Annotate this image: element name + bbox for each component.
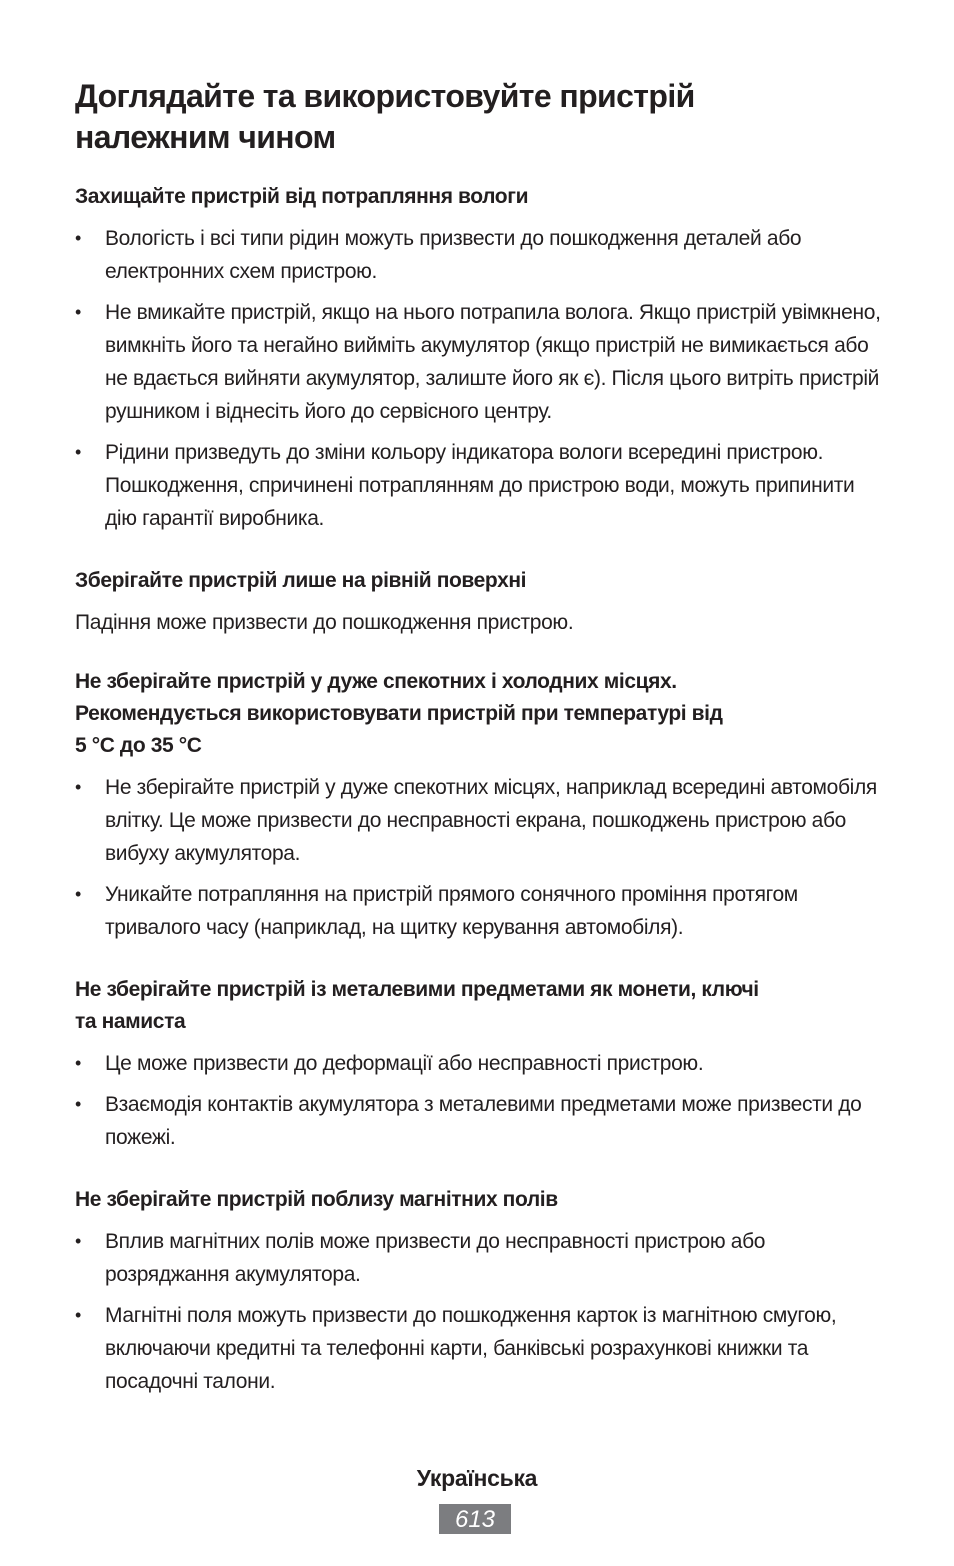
bullet-marker: •	[75, 228, 81, 248]
list-item-text: Вологість і всі типи рідин можуть призвести до пошкодження деталей або електронних схем пристрою.	[105, 227, 802, 283]
section-heading: Зберігайте пристрій лише на рівній поверхні	[75, 569, 527, 592]
section-flat-surface	[75, 565, 885, 639]
section-paragraph: Падіння може призвести до пошкодження пристрою.	[75, 611, 574, 634]
section-heading: Захищайте пристрій від потрапляння вологи	[75, 185, 529, 208]
bullet-list	[75, 771, 885, 944]
list-item-text: Рідини призведуть до зміни кольору індикатора вологи всередині пристрою. Пошкодження, спричинені потраплянням до пристрою води, можуть припинити дію гарантії виробника.	[105, 441, 855, 530]
section-heading-line-1: Не зберігайте пристрій із металевими предметами як монети, ключі	[75, 978, 759, 1001]
bullet-list	[75, 222, 885, 535]
section-heading-line-2: та намиста	[75, 1010, 186, 1033]
bullet-list	[75, 1047, 885, 1154]
section-gap	[75, 543, 885, 565]
page-title-line-2: належним чином	[75, 119, 336, 155]
section-moisture	[75, 181, 885, 535]
bullet-marker: •	[75, 1094, 81, 1114]
bullet-marker: •	[75, 1231, 81, 1251]
list-item	[75, 1299, 885, 1398]
section-heading	[75, 666, 885, 762]
section-gap	[75, 952, 885, 974]
section-gap	[75, 652, 885, 666]
bullet-marker: •	[75, 1305, 81, 1325]
footer-language: Українська	[416, 1465, 538, 1491]
list-item-text: Вплив магнітних полів може призвести до несправності пристрою або розряджання акумулятора.	[105, 1230, 766, 1286]
section-temperature	[75, 666, 885, 944]
page-number-badge: 613	[439, 1504, 511, 1534]
list-item	[75, 1225, 885, 1291]
list-item-text: Взаємодія контактів акумулятора з металевими предметами може призвести до пожежі.	[105, 1093, 862, 1149]
section-heading-line-1: Не зберігайте пристрій у дуже спекотних і холодних місцях.	[75, 670, 677, 693]
list-item	[75, 771, 885, 870]
bullet-marker: •	[75, 1053, 81, 1073]
bullet-list	[75, 1225, 885, 1398]
list-item	[75, 296, 885, 428]
list-item-text: Це може призвести до деформації або несправності пристрою.	[105, 1052, 704, 1075]
list-item	[75, 222, 885, 288]
document-page	[75, 76, 885, 1406]
page-title	[75, 76, 885, 158]
list-item	[75, 878, 885, 944]
bullet-marker: •	[75, 777, 81, 797]
list-item-text: Магнітні поля можуть призвести до пошкодження карток із магнітною смугою, включаючи кредитні та телефонні карти, банківські розрахункові книжки та посадочні талони.	[105, 1304, 837, 1393]
bullet-marker: •	[75, 884, 81, 904]
list-item-text: Уникайте потрапляння на пристрій прямого сонячного проміння протягом тривалого часу (наприклад, на щитку керування автомобіля).	[105, 883, 798, 939]
section-heading-line-2: Рекомендується використовувати пристрій при температурі від	[75, 702, 723, 725]
bullet-marker: •	[75, 302, 81, 322]
page-title-line-1: Доглядайте та використовуйте пристрій	[75, 78, 695, 114]
list-item	[75, 1088, 885, 1154]
list-item-text: Не зберігайте пристрій у дуже спекотних місцях, наприклад всередині автомобіля влітку. Це може призвести до несправності екрана, пошкоджень пристрою або вибуху акумулятора.	[105, 776, 877, 865]
list-item	[75, 1047, 885, 1080]
section-metal-objects	[75, 974, 885, 1154]
bullet-marker: •	[75, 442, 81, 462]
section-heading: Не зберігайте пристрій поблизу магнітних полів	[75, 1188, 558, 1211]
section-gap	[75, 1162, 885, 1184]
section-heading-line-3: 5 °C до 35 °C	[75, 734, 202, 757]
list-item-text: Не вмикайте пристрій, якщо на нього потрапила волога. Якщо пристрій увімкнено, вимкніть його та негайно вийміть акумулятор (якщо пристрій не вимикається або не вдається вийняти акумулятор, залиште його як є). Після цього витріть пристрій рушником і віднесіть його до сервісного центру.	[105, 301, 881, 423]
section-heading	[75, 974, 885, 1038]
list-item	[75, 436, 885, 535]
section-magnetic-fields	[75, 1184, 885, 1398]
